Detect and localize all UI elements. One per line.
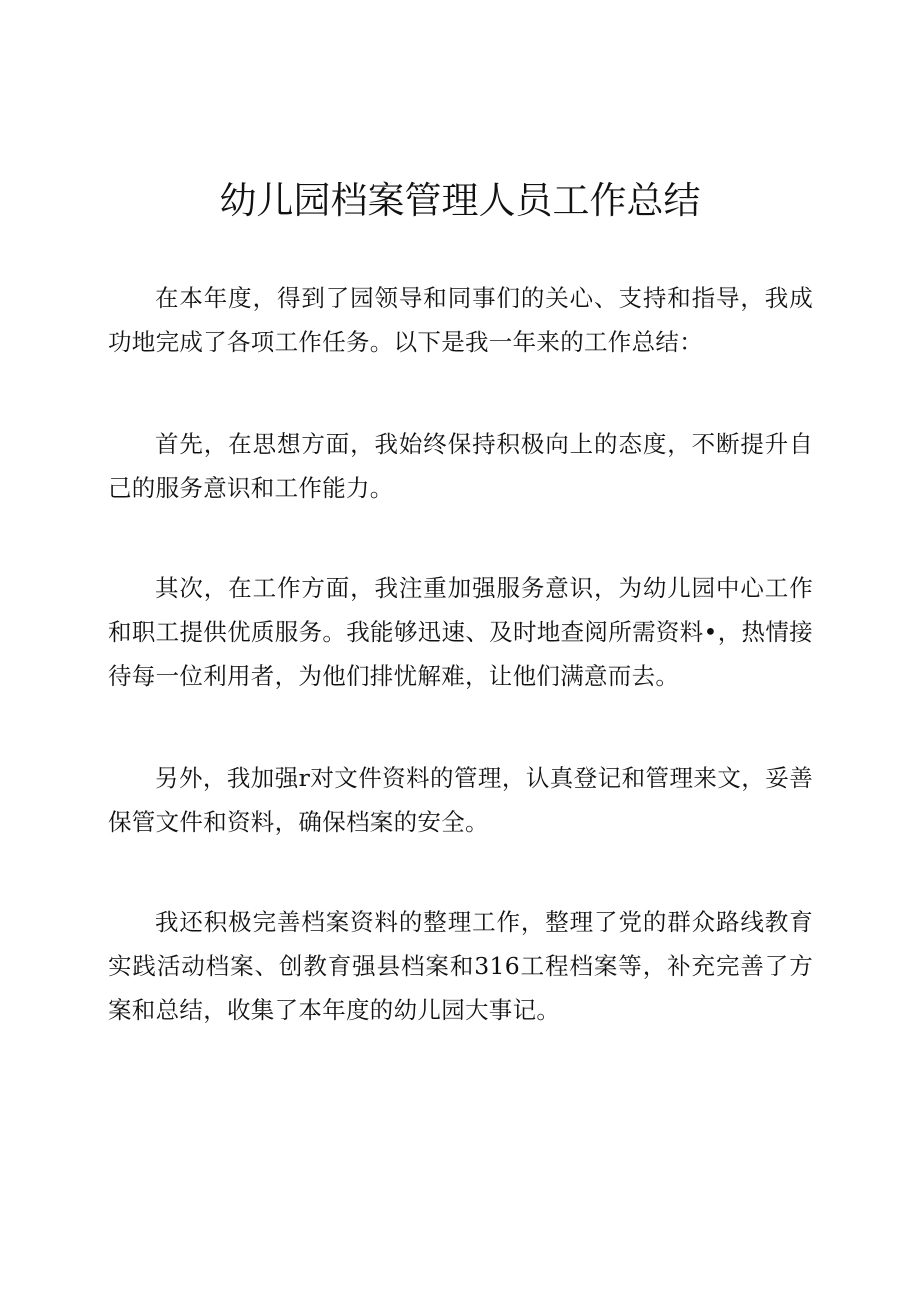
paragraph-archive-organization: 我还积极完善档案资料的整理工作，整理了党的群众路线教育实践活动档案、创教育强县档案和316工程档案等，补充完善了方案和总结，收集了本年度的幼儿园大事记。: [108, 908, 813, 1024]
paragraph-file-management: 另外，我加强r对文件资料的管理，认真登记和管理来文，妥善保管文件和资料，确保档案的安全。: [108, 764, 813, 836]
document-title: 幼儿园档案管理人员工作总结: [219, 179, 701, 222]
paragraph-intro: 在本年度，得到了园领导和同事们的关心、支持和指导，我成功地完成了各项工作任务。以下是我一年来的工作总结：: [108, 284, 813, 356]
paragraph-ideology: 首先，在思想方面，我始终保持积极向上的态度，不断提升自己的服务意识和工作能力。: [108, 430, 813, 502]
paragraph-work: 其次，在工作方面，我注重加强服务意识，为幼儿园中心工作和职工提供优质服务。我能够迅速、及时地查阅所需资料•，热情接待每一位利用者，为他们排忧解难，让他们满意而去。: [108, 574, 813, 690]
